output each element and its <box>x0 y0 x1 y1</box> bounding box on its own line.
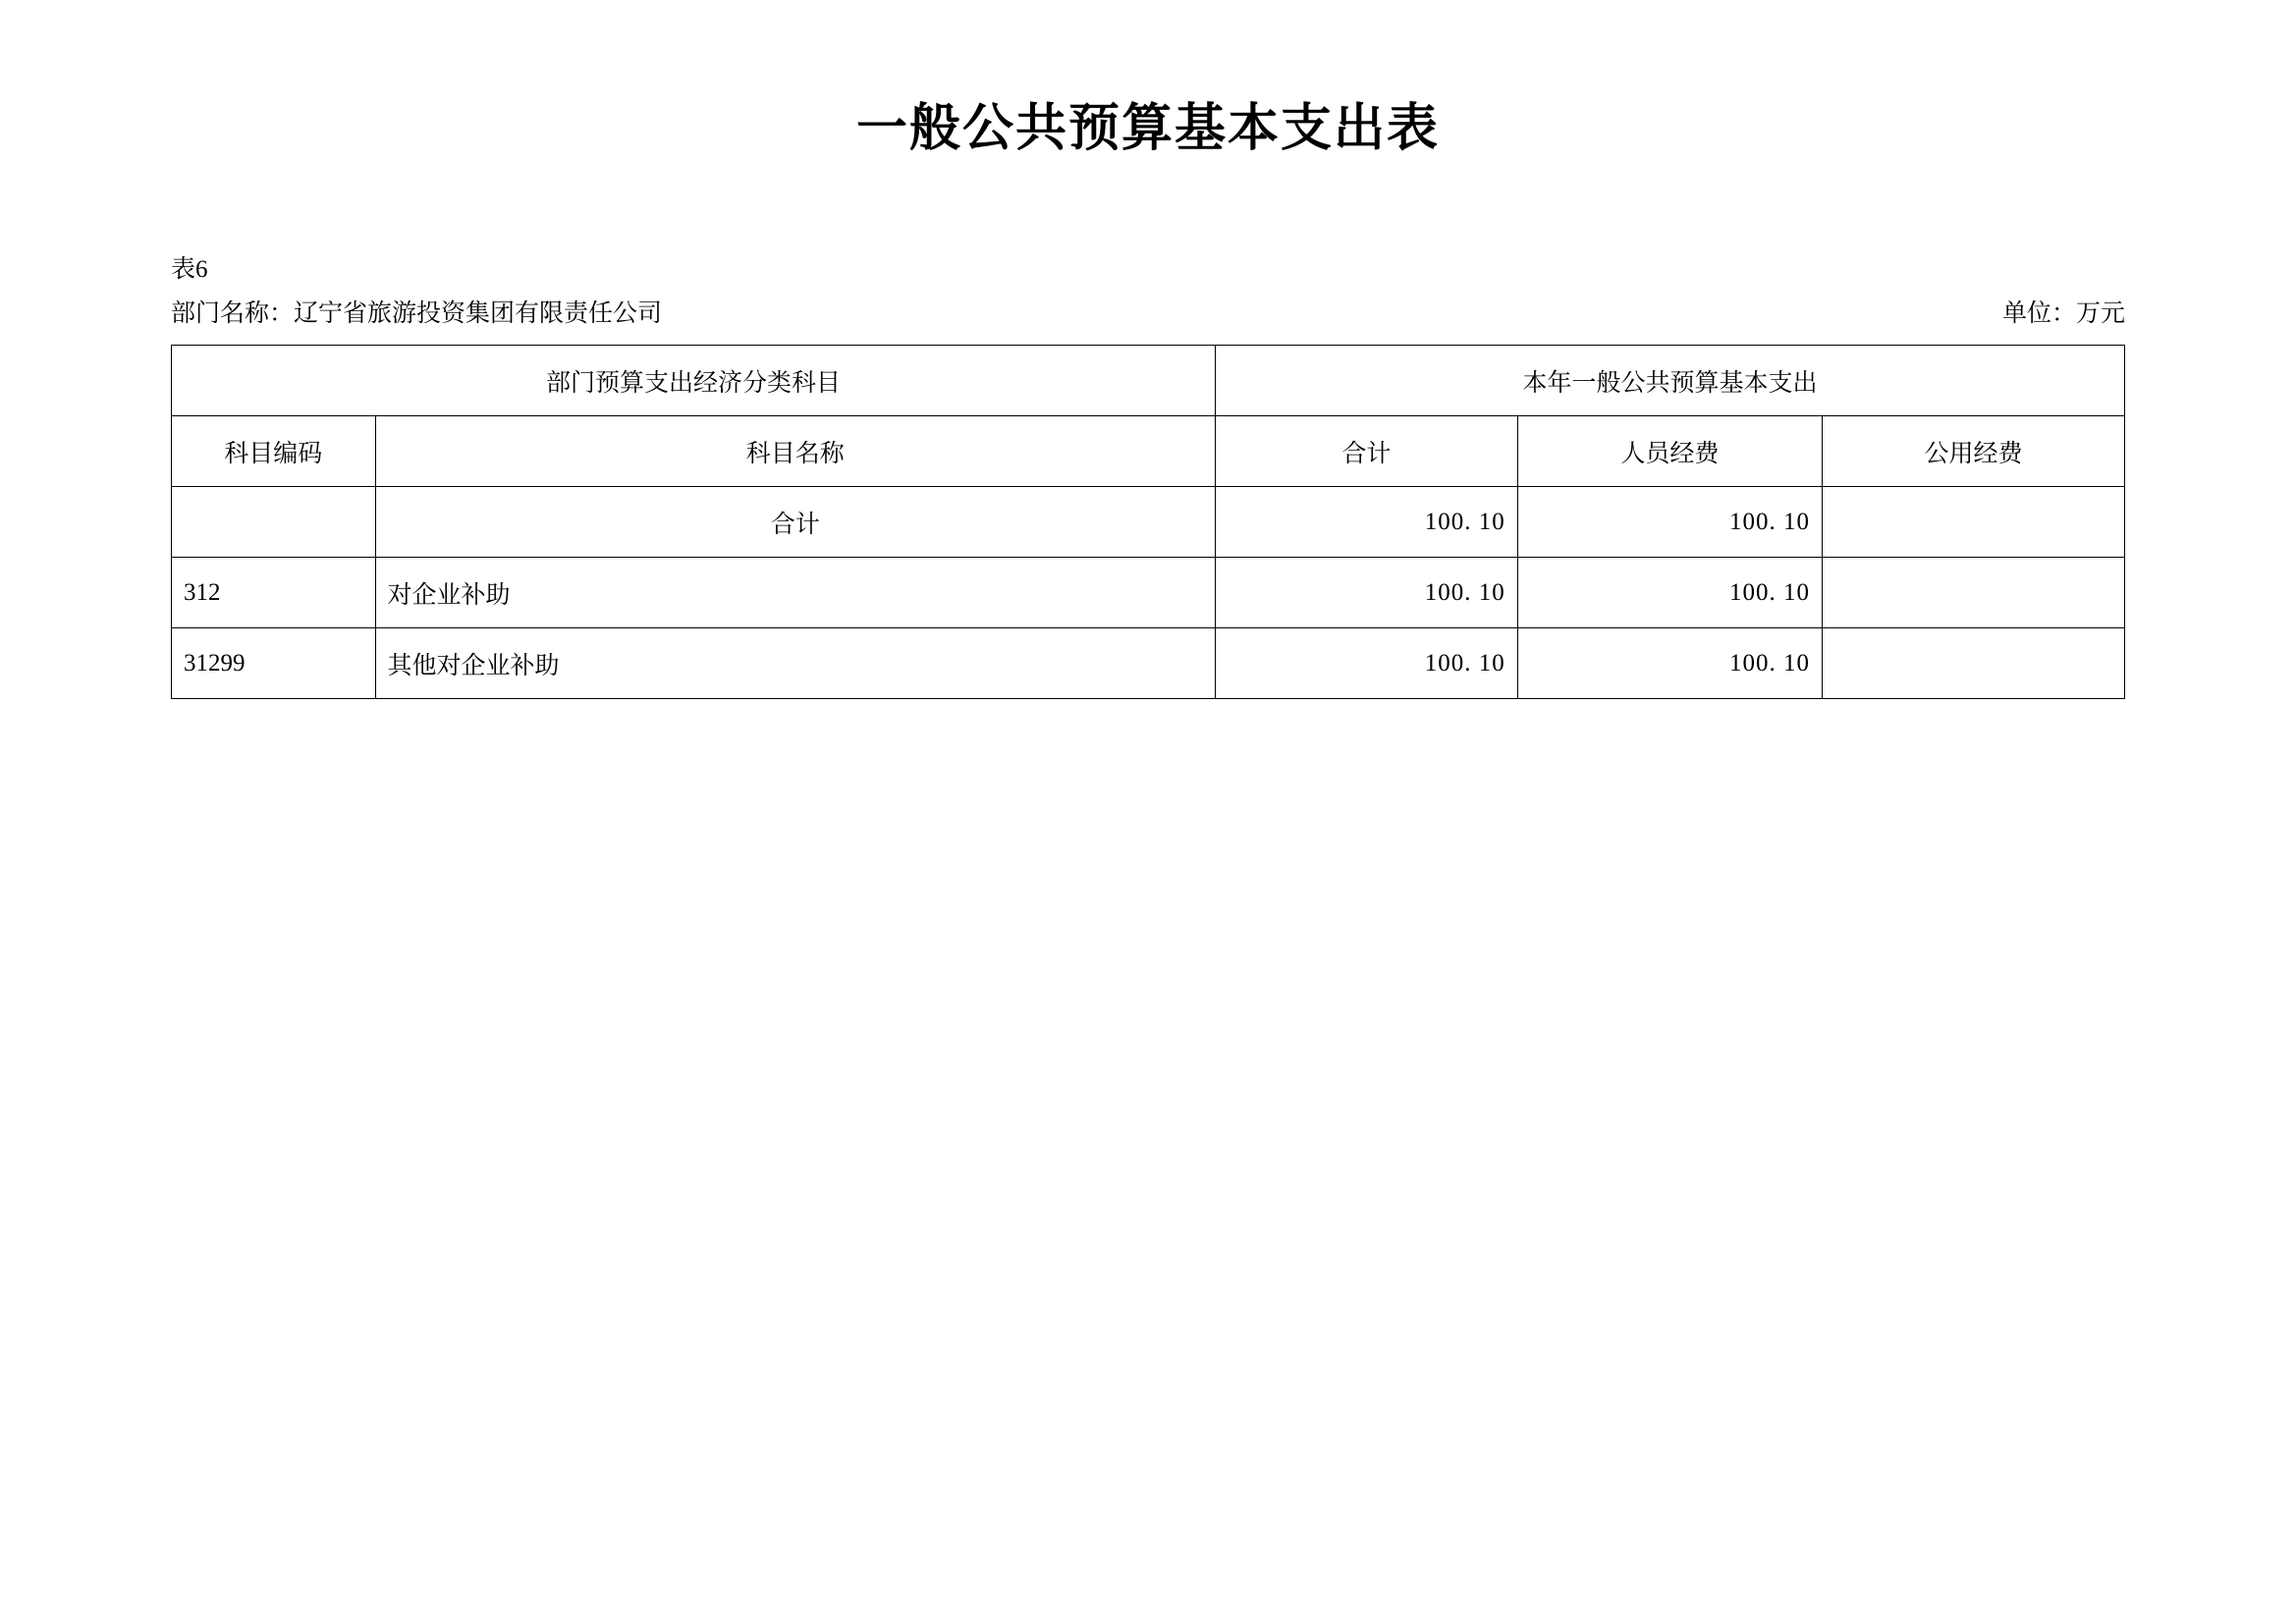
table-row <box>172 558 2125 628</box>
cell-total: 100. 10 <box>1215 487 1517 558</box>
cell-personnel: 100. 10 <box>1517 487 1822 558</box>
cell-code: 312 <box>172 558 376 628</box>
column-header-public: 公用经费 <box>1822 416 2124 487</box>
department-name: 辽宁省旅游投资集团有限责任公司 <box>294 300 663 327</box>
cell-personnel: 100. 10 <box>1517 558 1822 628</box>
column-header-personnel: 人员经费 <box>1517 416 1822 487</box>
cell-code <box>172 487 376 558</box>
department-label: 部门名称： <box>171 300 295 327</box>
cell-public <box>1822 558 2124 628</box>
group-header-right: 本年一般公共预算基本支出 <box>1215 346 2124 416</box>
table-row <box>172 628 2125 699</box>
cell-personnel: 100. 10 <box>1517 628 1822 699</box>
table-group-header-row <box>172 346 2125 416</box>
cell-public <box>1822 628 2124 699</box>
column-header-code: 科目编码 <box>172 416 376 487</box>
page-title: 一般公共预算基本支出表 <box>855 99 1440 158</box>
column-header-name: 科目名称 <box>375 416 1215 487</box>
cell-name: 合计 <box>375 487 1215 558</box>
department-line <box>171 294 662 335</box>
cell-code: 31299 <box>172 628 376 699</box>
group-header-left: 部门预算支出经济分类科目 <box>172 346 1216 416</box>
cell-total: 100. 10 <box>1215 628 1517 699</box>
cell-name: 对企业补助 <box>375 558 1215 628</box>
table-row <box>172 487 2125 558</box>
table-label: 表6 <box>171 256 208 283</box>
column-header-total: 合计 <box>1215 416 1517 487</box>
cell-name: 其他对企业补助 <box>375 628 1215 699</box>
unit-label: 单位：万元 <box>2001 300 2125 327</box>
document-meta <box>171 160 2125 335</box>
cell-public <box>1822 487 2124 558</box>
table-column-header-row <box>172 416 2125 487</box>
budget-table <box>171 345 2125 699</box>
cell-total: 100. 10 <box>1215 558 1517 628</box>
